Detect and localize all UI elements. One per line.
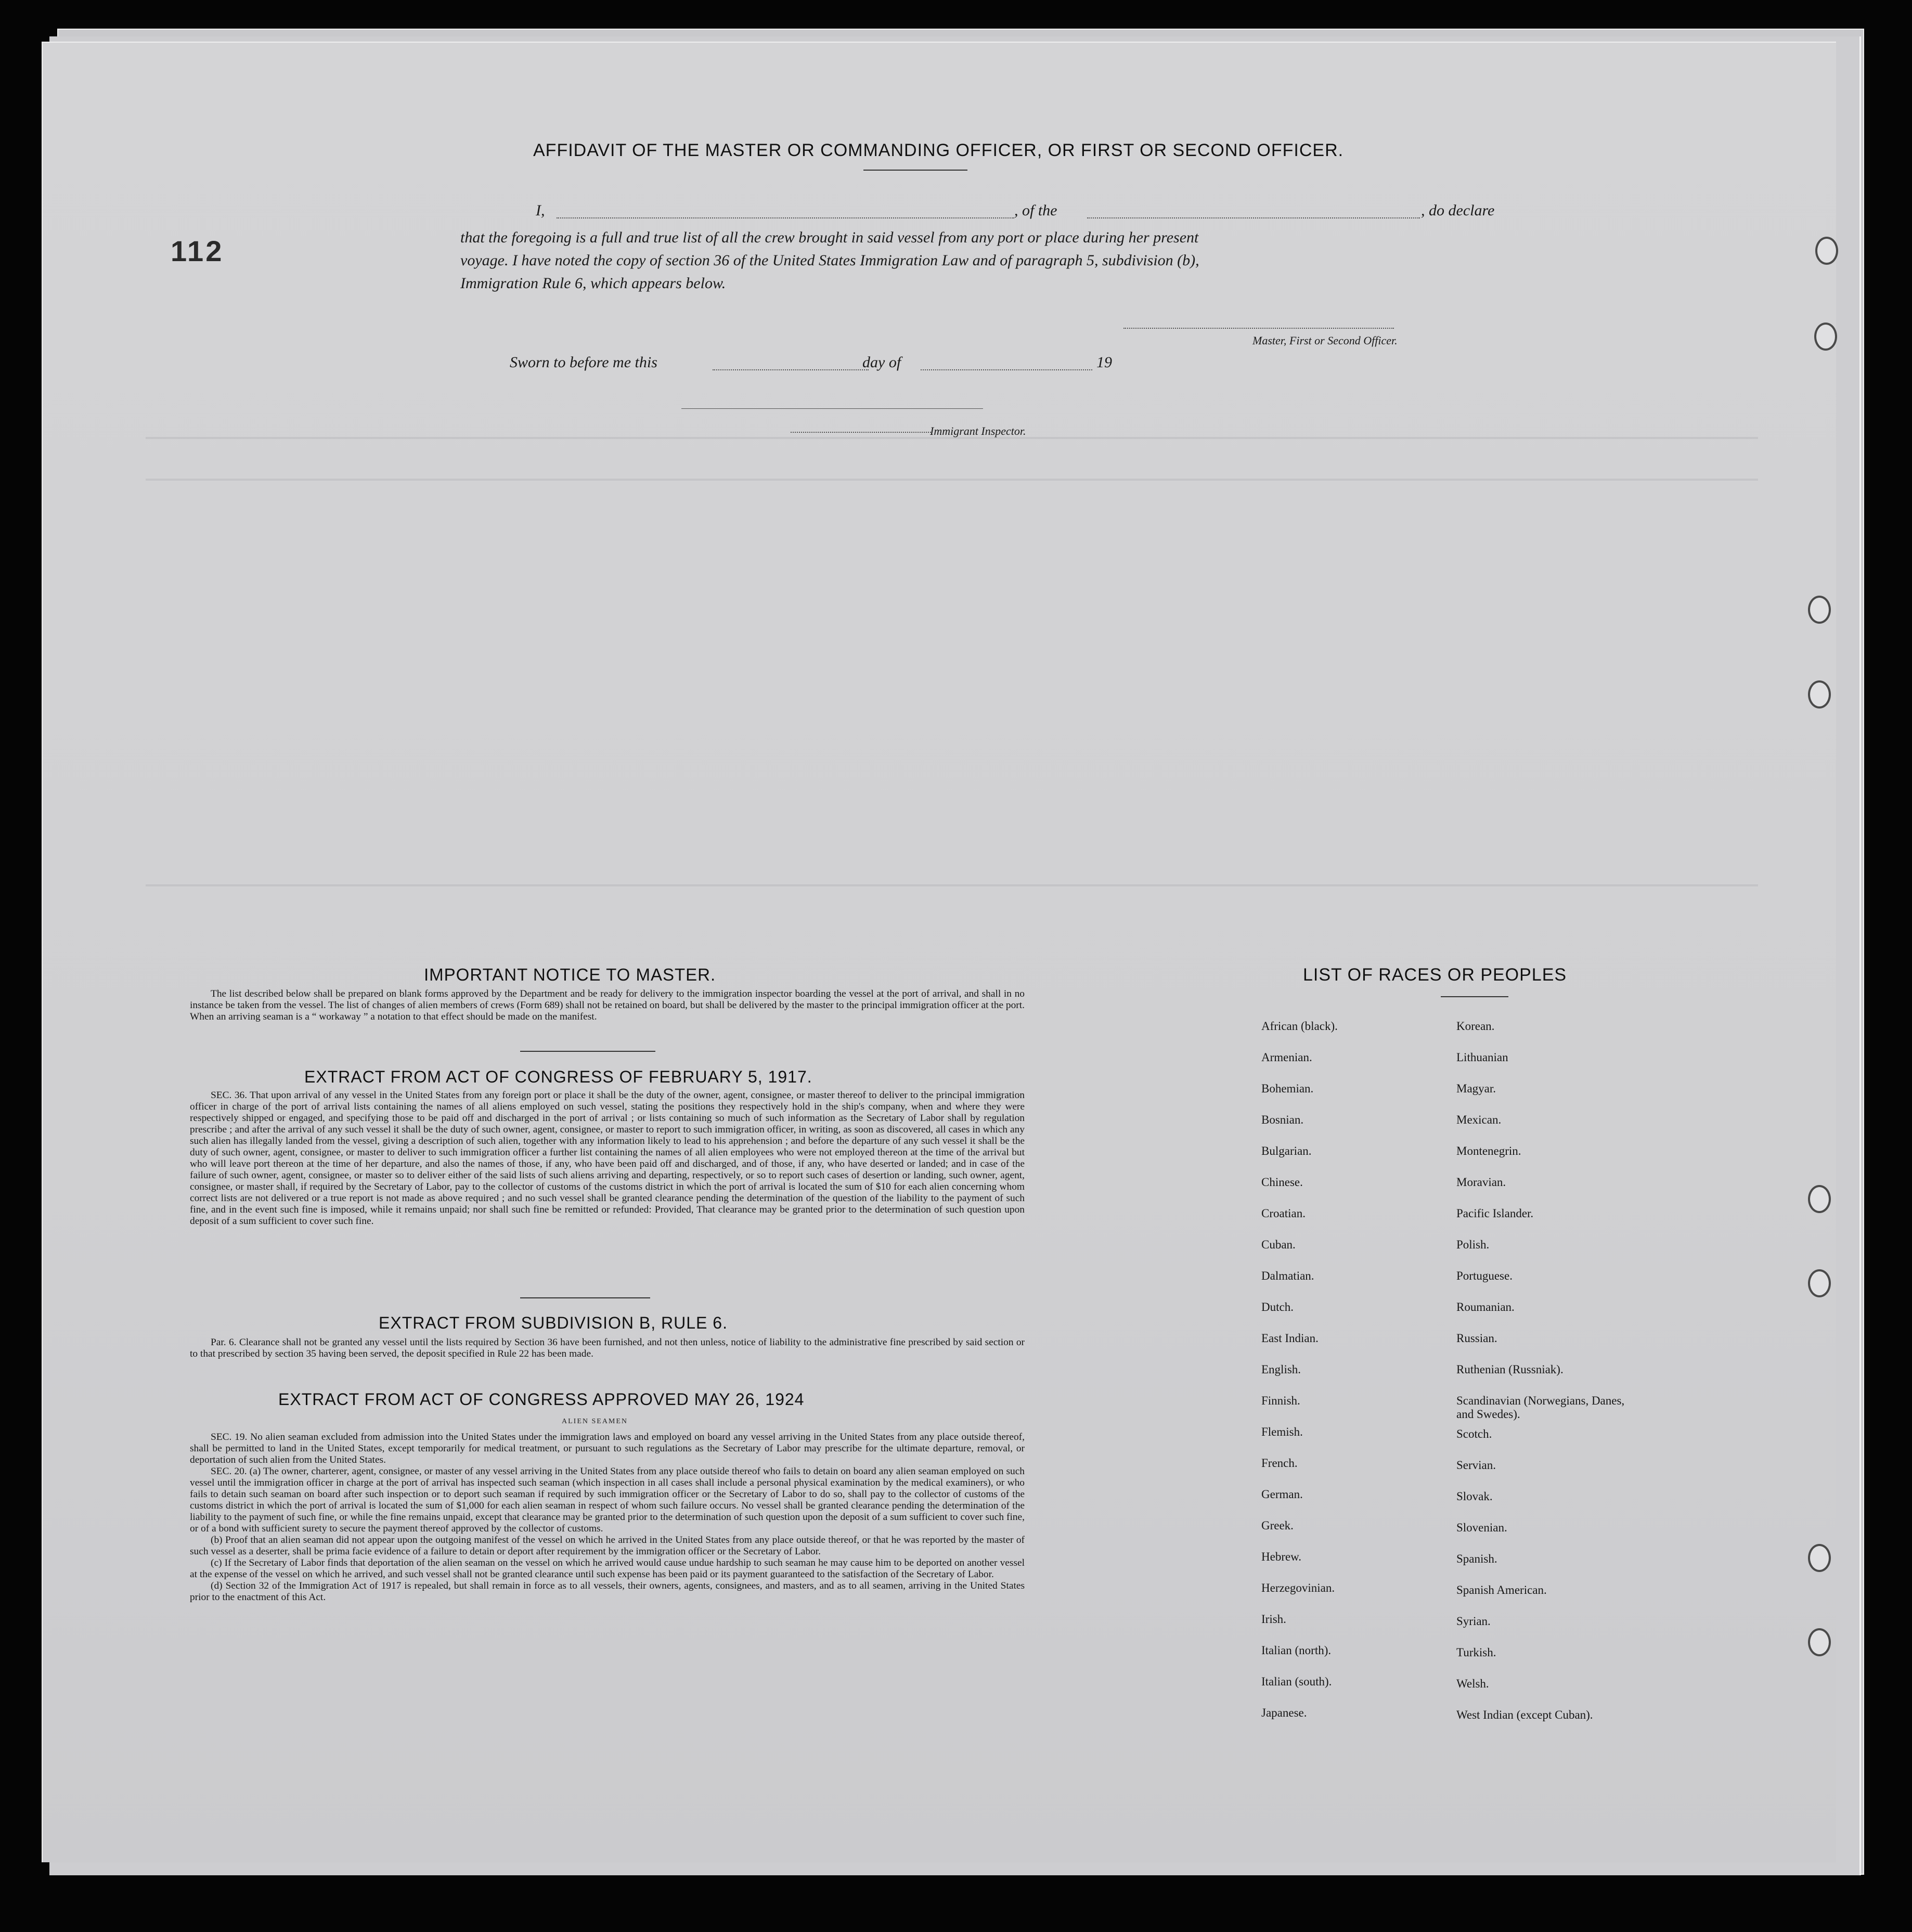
- bleed-through-rule: [146, 884, 1758, 886]
- race-item: Spanish American.: [1456, 1583, 1547, 1596]
- binder-hole: [1808, 1628, 1831, 1656]
- side-number: 112: [171, 235, 224, 267]
- race-item: Greek.: [1261, 1519, 1294, 1532]
- race-item: Croatian.: [1261, 1207, 1306, 1220]
- affidavit-title-rule: [863, 170, 967, 171]
- race-item: Dalmatian.: [1261, 1269, 1314, 1282]
- race-item: Lithuanian: [1456, 1051, 1508, 1064]
- race-item: Japanese.: [1261, 1706, 1307, 1719]
- binder-hole: [1815, 237, 1838, 265]
- rule-6-paragraph: Par. 6. Clearance shall not be granted any vessel until the lists required by Section 36 have been furnished, and not then unless, notice of liability to the administrative fine prescribed by said section or to that prescribed by section 35 having been served, the deposit specified in Rule 22 has been made.: [190, 1337, 1025, 1359]
- affidavit-line-4: Immigration Rule 6, which appears below.: [460, 275, 726, 292]
- race-item: Armenian.: [1261, 1051, 1312, 1064]
- extract-1924-title: EXTRACT FROM ACT OF CONGRESS APPROVED MAY 26, 1924: [278, 1390, 805, 1409]
- notice-title: IMPORTANT NOTICE TO MASTER.: [424, 965, 716, 984]
- race-item: Herzegovinian.: [1261, 1581, 1335, 1594]
- sworn-month-field[interactable]: [921, 369, 1092, 370]
- affidavit-line-3: voyage. I have noted the copy of section 36 of the United States Immigration Law and of paragraph 5, subdivision (b),: [460, 252, 1199, 269]
- race-item: Italian (south).: [1261, 1675, 1332, 1688]
- race-item: Syrian.: [1456, 1615, 1491, 1628]
- races-title: LIST OF RACES OR PEOPLES: [1303, 965, 1567, 985]
- affidavit-i: I,: [536, 202, 545, 219]
- binder-hole: [1808, 1269, 1831, 1297]
- binder-hole: [1808, 1185, 1831, 1213]
- race-item: Mexican.: [1456, 1113, 1502, 1126]
- rule-6-body: [190, 1337, 1025, 1360]
- race-item: Polish.: [1456, 1238, 1490, 1251]
- inspector-upper-rule: [681, 408, 983, 409]
- race-item: Hebrew.: [1261, 1550, 1302, 1563]
- sec-20a-text: SEC. 20. (a) The owner, charterer, agent, consignee, or master of any vessel arriving in the United States from any place outside thereof who fails to detain on board any alien seaman employed on such vessel until the immigration officer in charge at the port of arrival has inspected such seaman (which inspection in all cases shall include a personal physical examination by the medical examiners), or who fails to detain such seaman on board after such inspection or to deport such seaman if required by such immigration officer or the Secretary of Labor to do so, shall pay to the collector of customs of the customs district in which the port of arrival is located the sum of $1,000 for each alien seaman in respect of whom such failure occurs. No vessel shall be granted clearance pending the determination of the liability to the payment of such fine, or while the fine remains unpaid, except that clearance may be granted prior to the determination of such question upon the deposit of a sum sufficient to cover such fine, or of a bond with sufficient surety to secure the payment thereof approved by the collector of customs.: [190, 1466, 1025, 1534]
- race-item: Servian.: [1456, 1459, 1496, 1472]
- race-item: Irish.: [1261, 1613, 1286, 1626]
- notice-paragraph: The list described below shall be prepared on blank forms approved by the Department and be ready for delivery to the immigration inspector boarding the vessel at the port of arrival, and shall in no instance be taken from the vessel. The list of changes of alien members of crews (Form 689) shall not be retained on board, but shall be delivered by the master to the principal immigration officer at the port. When an arriving seaman is a “ workaway ” a notation to that effect should be made on the manifest.: [190, 988, 1025, 1022]
- race-item: Finnish.: [1261, 1394, 1300, 1407]
- race-item: Ruthenian (Russniak).: [1456, 1363, 1564, 1376]
- affidavit-of-the: , of the: [1014, 202, 1057, 219]
- race-item: Scandinavian (Norwegians, Danes, and Swedes).: [1456, 1394, 1625, 1421]
- race-item: Dutch.: [1261, 1300, 1294, 1313]
- race-item: Spanish.: [1456, 1552, 1497, 1565]
- race-item: Portuguese.: [1456, 1269, 1513, 1282]
- section-36-text: SEC. 36. That upon arrival of any vessel in the United States from any foreign port or place it shall be the duty of the owner, agent, consignee, or master thereof to deliver to the principal immigration officer in charge of the port of arrival lists containing the names of all aliens employed on such vessel, stating the positions they respectively hold in the ship's company, when and where they were respectively shipped or engaged, and specifying those to be paid off and discharged in the port of arrival ; or lists containing so much of such information as the Secretary of Labor shall by regulation prescribe ; and after the arrival of any such vessel it shall be the duty of such owner, agent, consignee, or master to report to such immigration officer, in writing, as soon as discovered, all cases in which any such alien has illegally landed from the vessel, giving a description of such alien, together with any information likely to lead to his apprehension ; and before the departure of any such vessel it shall be the duty of such owner, agent, consignee, or master to deliver to such immigration officer a further list containing the names of all alien employees who were not employed thereon at the time of the arrival but who will leave port thereon at the time of her departure, and also the names of those, if any, who have been paid off and discharged, and of those, if any, who have deserted or landed; and in case of the failure of such owner, agent, consignee, or master so to deliver either of the said lists of such aliens arriving and departing, respectively, or so to report such cases of desertion or landing, such owner, agent, consignee, or master shall, if required by the Secretary of Labor, pay to the collector of customs of the customs district in which the port of arrival is located the sum of $10 for each alien concerning whom correct lists are not delivered or a true report is not made as above required ; and no such vessel shall be granted clearance pending the determination of the question of the liability to the payment of such fine, and in the event such fine is imposed, while it remains unpaid; nor shall such fine be remitted or refunded: Provided, That clearance may be granted prior to the determination of such question upon deposit of a sum sufficient to cover such fine.: [190, 1090, 1025, 1227]
- master-signature-caption: Master, First or Second Officer.: [1252, 334, 1398, 347]
- extract-1917-divider: [520, 1297, 650, 1298]
- master-signature-field[interactable]: [1123, 328, 1394, 329]
- sec-20d-text: (d) Section 32 of the Immigration Act of 1917 is repealed, but shall remain in force as to all vessels, their owners, agents, consignees, and masters, and as to all seamen, arriving in the United States prior to the enactment of this Act.: [190, 1580, 1025, 1603]
- extract-1924-body: [190, 1432, 1025, 1603]
- race-item: West Indian (except Cuban).: [1456, 1708, 1593, 1721]
- race-item: Korean.: [1456, 1020, 1495, 1033]
- bleed-through-rule: [146, 479, 1758, 481]
- race-item: Roumanian.: [1456, 1300, 1515, 1313]
- race-item: Slovak.: [1456, 1490, 1493, 1503]
- master-name-field[interactable]: [557, 217, 1014, 218]
- affidavit-title: AFFIDAVIT OF THE MASTER OR COMMANDING OFFICER, OR FIRST OR SECOND OFFICER.: [533, 140, 1344, 160]
- race-item: East Indian.: [1261, 1332, 1319, 1345]
- vessel-name-field[interactable]: [1087, 217, 1420, 218]
- sec-20c-text: (c) If the Secretary of Labor finds that deportation of the alien seaman on the vessel on which he arrived would cause undue hardship to such seaman he may cause him to be deported on another vessel at the expense of the vessel on which he arrived, and such vessel shall not be granted clearance until such expense has been paid or its payment guaranteed to the satisfaction of the Secretary of Labor.: [190, 1557, 1025, 1580]
- sec-19-text: SEC. 19. No alien seaman excluded from admission into the United States under the immigration laws and employed on board any vessel arriving in the United States from any place outside thereof, shall be permitted to land in the United States, except temporarily for medical treatment, or pursuant to such regulations as the Secretary of Labor may prescribe for the ultimate departure, removal, or deportation of such alien from the United States.: [190, 1432, 1025, 1465]
- race-item: Flemish.: [1261, 1425, 1303, 1438]
- race-item: Pacific Islander.: [1456, 1207, 1534, 1220]
- manifest-page: [42, 42, 1836, 1862]
- affidavit-do-declare: , do declare: [1421, 202, 1495, 219]
- races-title-rule: [1441, 996, 1508, 997]
- binder-hole: [1808, 1544, 1831, 1572]
- race-item: Moravian.: [1456, 1176, 1506, 1189]
- race-item: Russian.: [1456, 1332, 1497, 1345]
- race-item: Slovenian.: [1456, 1521, 1507, 1534]
- race-item: Cuban.: [1261, 1238, 1296, 1251]
- race-item: French.: [1261, 1457, 1298, 1470]
- race-item: Scotch.: [1456, 1427, 1492, 1440]
- race-item: German.: [1261, 1488, 1303, 1501]
- rule-6-title: EXTRACT FROM SUBDIVISION B, RULE 6.: [379, 1313, 728, 1332]
- race-item: Welsh.: [1456, 1677, 1489, 1690]
- race-item: Montenegrin.: [1456, 1144, 1521, 1157]
- race-item: English.: [1261, 1363, 1301, 1376]
- notice-divider: [520, 1051, 655, 1052]
- sworn-text: Sworn to before me this: [510, 354, 657, 371]
- binder-hole: [1808, 596, 1831, 624]
- race-item: Magyar.: [1456, 1082, 1496, 1095]
- race-item: Bulgarian.: [1261, 1144, 1312, 1157]
- binder-hole: [1808, 680, 1831, 709]
- binder-hole: [1814, 323, 1837, 351]
- sworn-day-field[interactable]: [713, 369, 869, 370]
- race-item: Italian (north).: [1261, 1644, 1332, 1657]
- alien-seamen-subtitle: ALIEN SEAMEN: [562, 1418, 628, 1425]
- extract-1917-title: EXTRACT FROM ACT OF CONGRESS OF FEBRUARY 5, 1917.: [304, 1067, 812, 1086]
- race-item: Bohemian.: [1261, 1082, 1314, 1095]
- race-item: Chinese.: [1261, 1176, 1303, 1189]
- race-item: African (black).: [1261, 1020, 1338, 1033]
- day-of-text: day of: [862, 354, 901, 371]
- inspector-caption: Immigrant Inspector.: [930, 424, 1026, 437]
- race-item: Turkish.: [1456, 1646, 1496, 1659]
- extract-1917-body: [190, 1090, 1025, 1227]
- sec-20b-text: (b) Proof that an alien seaman did not appear upon the outgoing manifest of the vessel on which he arrived in the United States from any place outside thereof, or that he was reported by the master of such vessel as a deserter, shall be prima facie evidence of a failure to detain or deport after requirement by the immigration officer or the Secretary of Labor.: [190, 1535, 1025, 1557]
- affidavit-line-2: that the foregoing is a full and true list of all the crew brought in said vessel from any port or place during her present: [460, 229, 1199, 246]
- race-item: Bosnian.: [1261, 1113, 1304, 1126]
- year-prefix: 19: [1096, 354, 1112, 371]
- inspector-signature-field[interactable]: [791, 432, 931, 433]
- notice-body: [190, 988, 1025, 1023]
